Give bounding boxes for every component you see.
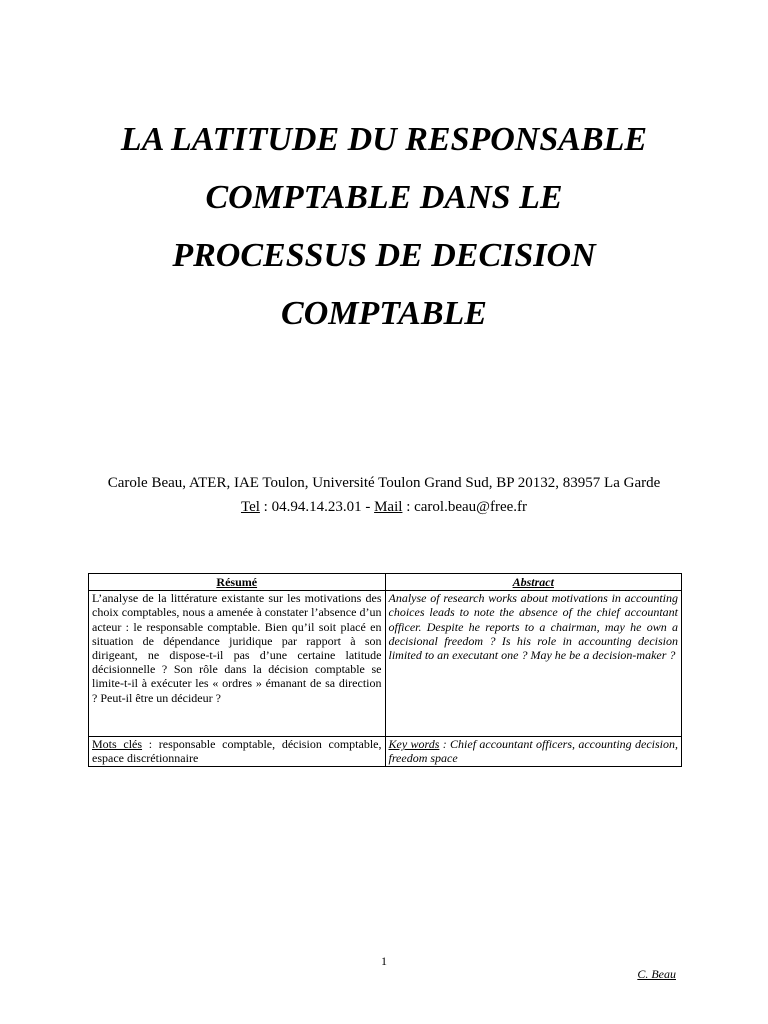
key-words-label: Key words xyxy=(388,737,440,752)
title-line-4: COMPTABLE xyxy=(281,295,487,332)
mail-value: : carol.beau@free.fr xyxy=(402,499,528,515)
key-words-text: : Chief accountant officers, accounting decision, freedom space xyxy=(388,737,678,766)
resume-text: L’analyse de la littérature existante sur les motivations des choix comptables, nous a amenée à constater l’absence d’un acteur : le responsable comptable. Bien qu’il soit placé en situation de dépendance juridique par rapport à son dirigeant, ne dispose-t-il pas d’une certaine latitude décisionnelle ? Son rôle dans la décision comptable se limite-t-il à exécuter les « ordres » émanant de sa direction ? Peut-il être un décideur ? xyxy=(89,591,386,737)
resume-header: Résumé xyxy=(89,574,386,591)
keywords-row xyxy=(89,737,682,766)
author-affiliation: Carole Beau, ATER, IAE Toulon, Université Toulon Grand Sud, BP 20132, 83957 La Garde xyxy=(107,475,661,491)
mots-cles-text: : responsable comptable, décision comptable, espace discrétionnaire xyxy=(92,737,382,766)
tel-value: : 04.94.14.23.01 - xyxy=(259,499,375,515)
title-line-3: PROCESSUS DE DECISION xyxy=(172,237,596,274)
title-line-2: COMPTABLE DANS LE xyxy=(205,179,563,216)
author-contact xyxy=(40,497,728,517)
title-line-1: LA LATITUDE DU RESPONSABLE xyxy=(120,121,648,158)
footer-author: C. Beau xyxy=(637,967,676,981)
abstract-header: Abstract xyxy=(385,574,682,591)
mail-label: Mail xyxy=(374,499,403,515)
abstract-table xyxy=(88,573,682,767)
abstract-header-row xyxy=(89,574,682,591)
mots-cles-label: Mots clés xyxy=(92,737,143,752)
abstract-text: Analyse of research works about motivations in accounting choices leads to note the absence of the chief accountant officer. Despite he reports to a chairman, may he own a decisional freedom ? Is his role in accounting decision limited to an executant one ? May he be a decision-maker ? xyxy=(385,591,682,737)
page-number: 1 xyxy=(381,954,387,968)
mots-cles xyxy=(89,737,386,766)
tel-label: Tel xyxy=(240,499,260,515)
paper-title xyxy=(64,111,704,343)
abstract-body-row xyxy=(89,591,682,737)
key-words xyxy=(385,737,682,766)
